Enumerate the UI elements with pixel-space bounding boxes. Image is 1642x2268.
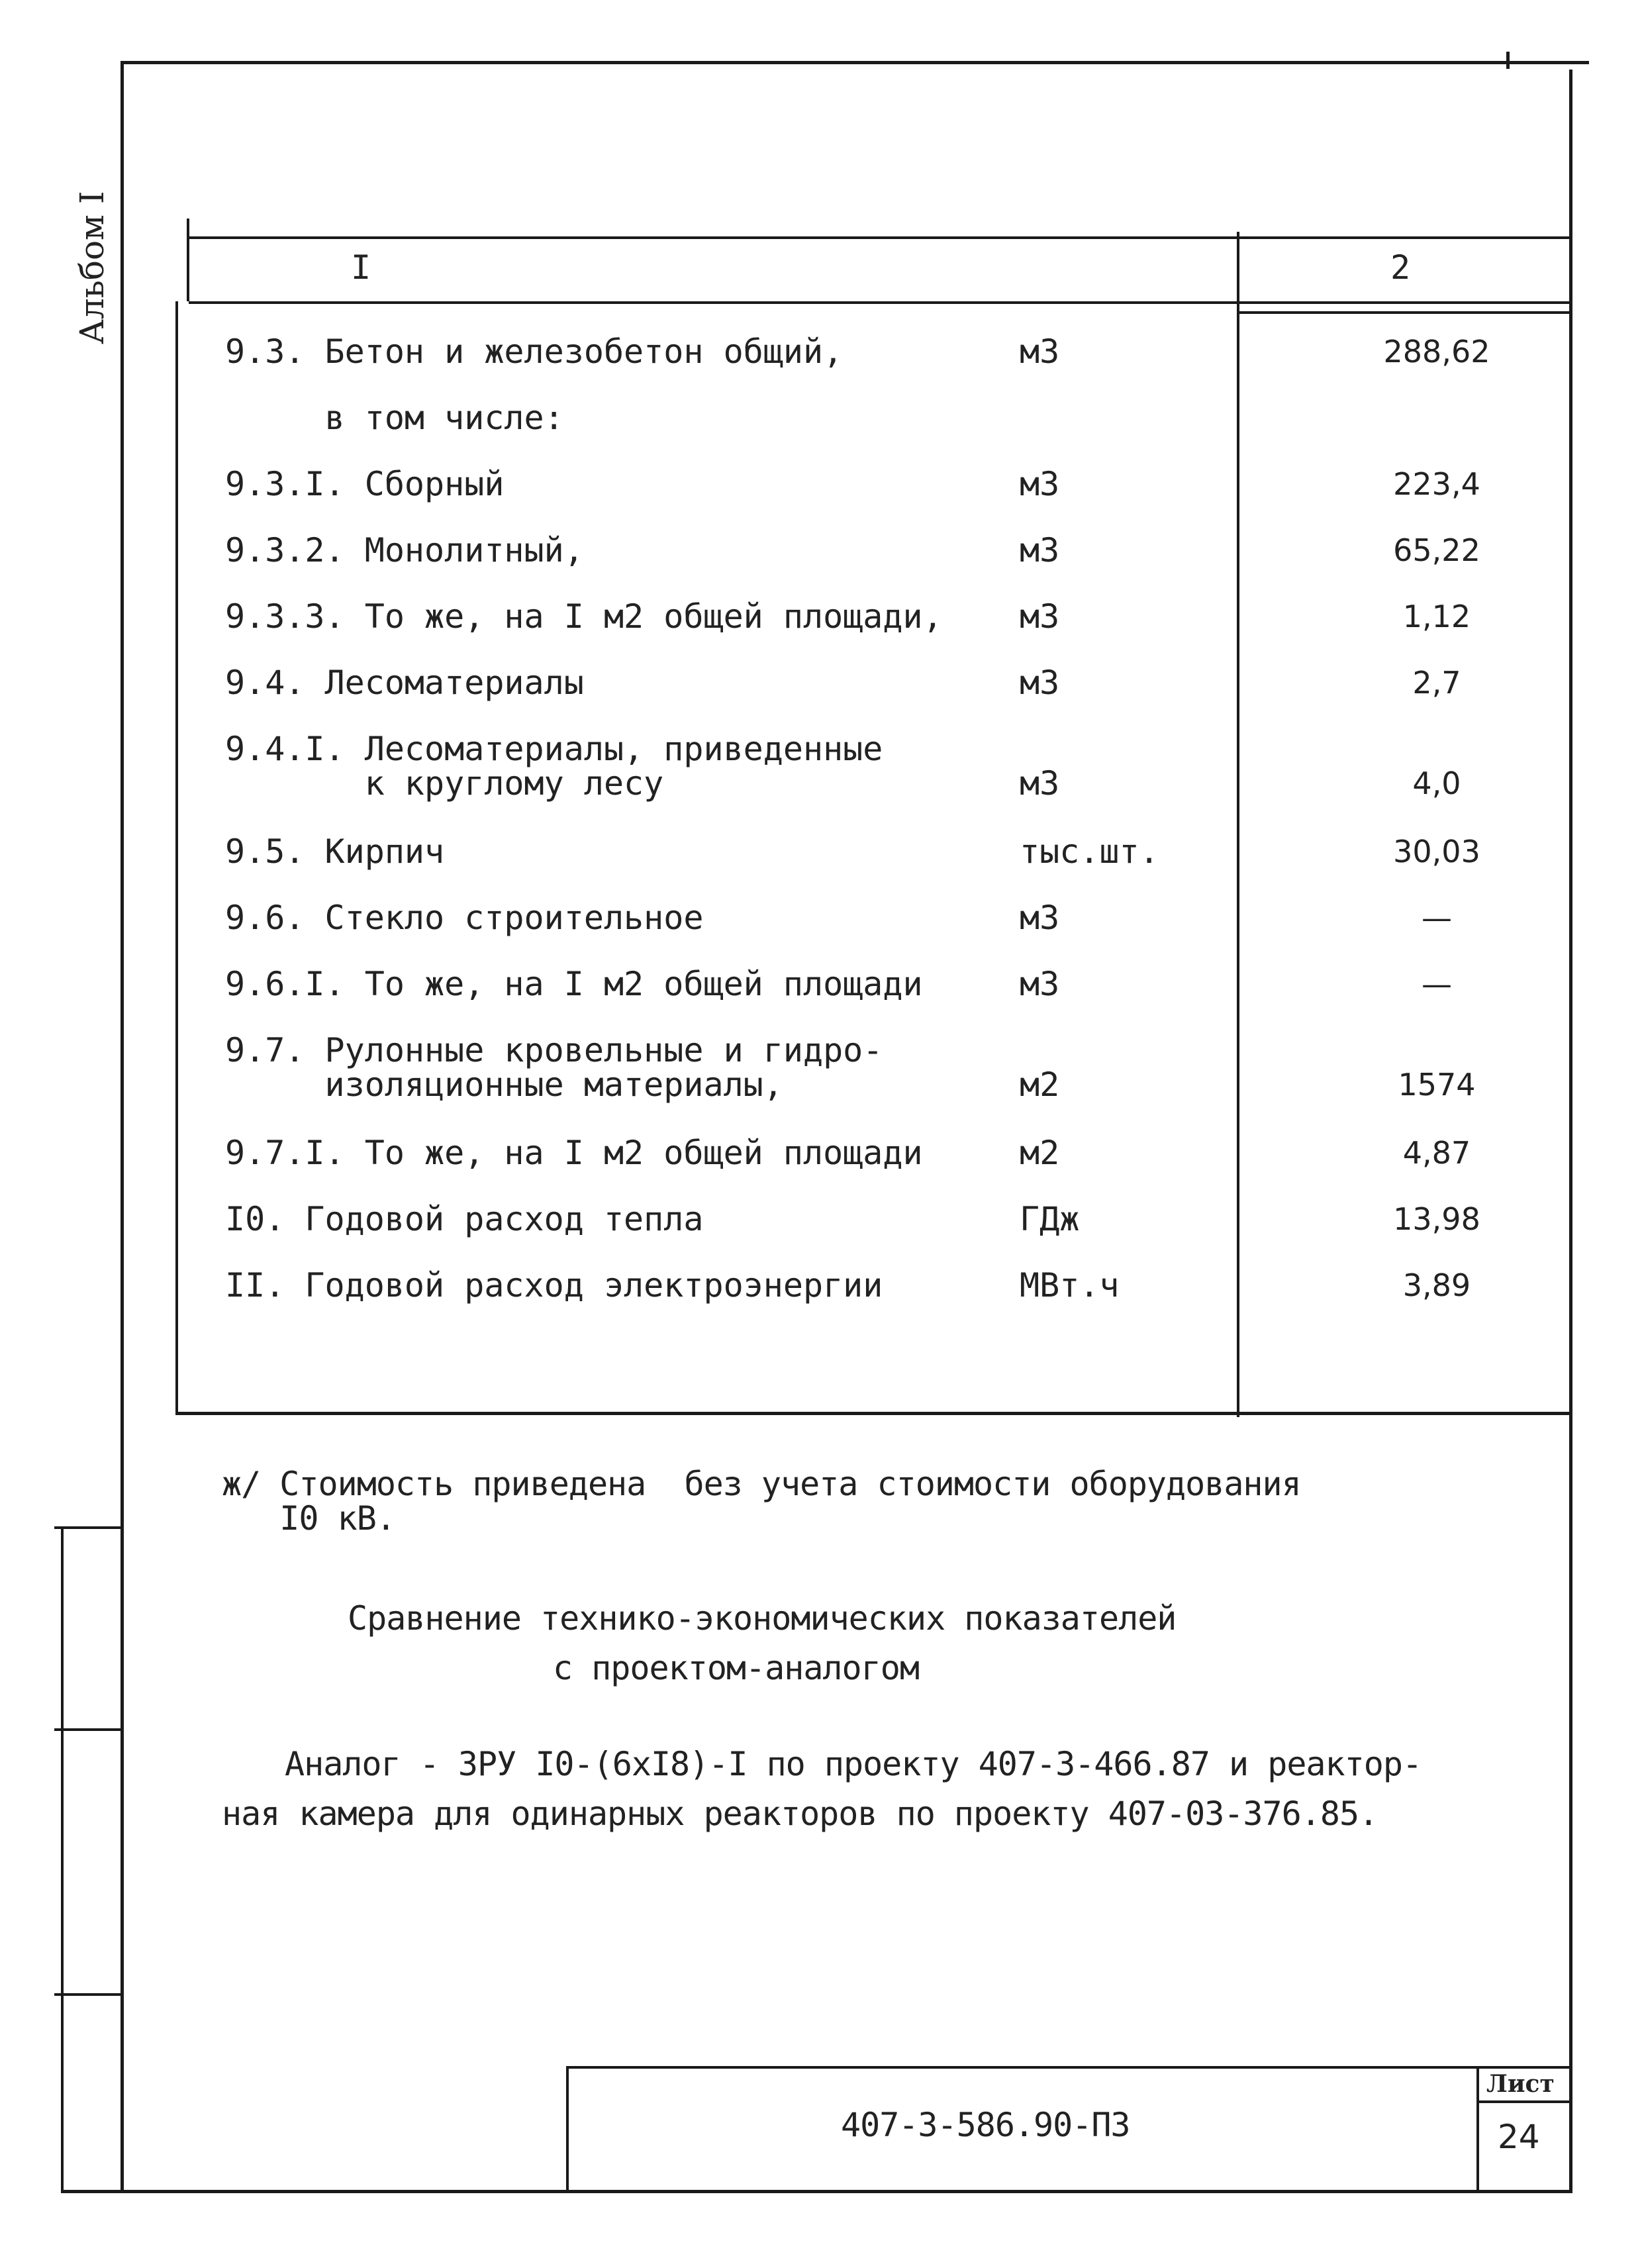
frame-right <box>1569 70 1572 2193</box>
row-value: — <box>1422 900 1452 936</box>
stamp-sheet-divider <box>1476 2066 1479 2192</box>
footnote: ж/ Стоимость приведена без учета стоимости оборудования I0 кВ. <box>222 1465 1301 1538</box>
row-unit: м3 <box>1020 465 1060 503</box>
binding-strip-left <box>61 1526 64 2193</box>
row-unit: м3 <box>1020 531 1060 569</box>
album-label: Альбом I <box>73 191 111 344</box>
row-value: 4,0 <box>1412 765 1461 801</box>
row-value: 1574 <box>1398 1067 1476 1103</box>
frame-top <box>121 61 1589 64</box>
row-value: 65,22 <box>1393 532 1480 568</box>
row-item-text: 9.3.I. Сборный <box>225 465 505 503</box>
row-value: 13,98 <box>1393 1201 1480 1237</box>
analog-paragraph-line2: ная камера для одинарных реакторов по проекту 407-03-376.85. <box>222 1795 1378 1833</box>
sheet-number: 24 <box>1498 2118 1540 2156</box>
row-item-text: I0. Годовой расход тепла <box>225 1200 704 1238</box>
section-title: Сравнение технико-экономических показателей <box>348 1599 1177 1638</box>
row-unit: м2 <box>1020 1065 1060 1104</box>
row-item-text: 9.4.I. Лесоматериалы, приведенные к круглому лесу <box>225 730 883 803</box>
binding-strip-line <box>54 1526 121 1529</box>
table-row <box>225 467 1563 533</box>
table-row <box>225 1268 1563 1334</box>
row-value: 1,12 <box>1402 599 1471 634</box>
table-bottom-line <box>175 1412 1572 1415</box>
row-unit: м3 <box>1020 664 1060 702</box>
row-item-text: 9.5. Кирпич <box>225 832 445 871</box>
row-item-text: II. Годовой расход электроэнергии <box>225 1266 883 1305</box>
table-row <box>225 1136 1563 1202</box>
stamp-left-line <box>566 2066 569 2192</box>
sheet-label: Лист <box>1486 2070 1555 2098</box>
section-subtitle: с проектом-аналогом <box>553 1649 919 1687</box>
row-item-text: 9.3.3. То же, на I м2 общей площади, <box>225 597 943 636</box>
analog-paragraph-line1: Аналог - ЗРУ I0-(6хI8)-I по проекту 407-3-466.87 и реактор- <box>285 1745 1422 1783</box>
table-row <box>225 901 1563 967</box>
table-row <box>225 401 1563 467</box>
column-header-1: I <box>351 248 371 287</box>
table-header-line-right <box>1238 311 1572 314</box>
row-unit: м3 <box>1020 597 1060 636</box>
row-item-text: 9.3.2. Монолитный, <box>225 531 584 569</box>
stamp-top-line <box>566 2066 1572 2069</box>
table-row <box>225 1031 1563 1104</box>
row-unit: м3 <box>1020 764 1060 803</box>
row-item-text: 9.3. Бетон и железобетон общий, <box>225 332 844 371</box>
column-header-2: 2 <box>1390 248 1410 287</box>
row-unit: ГДж <box>1020 1200 1080 1238</box>
row-unit: м3 <box>1020 965 1060 1003</box>
row-value: 288,62 <box>1383 334 1490 370</box>
table-row <box>225 1202 1563 1268</box>
row-unit: МВт.ч <box>1020 1266 1120 1305</box>
row-value: 2,7 <box>1412 665 1461 701</box>
table-row <box>225 666 1563 732</box>
row-item-text: 9.7.I. То же, на I м2 общей площади <box>225 1134 923 1172</box>
stamp-sheet-label-line <box>1476 2100 1572 2103</box>
table-row <box>225 533 1563 599</box>
frame-bottom <box>61 2190 1572 2193</box>
table-top-line <box>189 236 1572 239</box>
frame-left <box>121 61 124 2193</box>
table-row <box>225 334 1563 401</box>
table-header-line <box>189 301 1572 304</box>
table-row <box>225 967 1563 1033</box>
binding-strip-line <box>54 1993 121 1996</box>
row-value: 223,4 <box>1393 466 1480 502</box>
row-item-text: в том числе: <box>225 399 564 437</box>
frame-corner-tick <box>1506 52 1510 69</box>
binding-strip-line <box>54 1728 121 1731</box>
row-value: 3,89 <box>1402 1267 1471 1303</box>
row-item-text: 9.7. Рулонные кровельные и гидро- изоляционные материалы, <box>225 1031 883 1104</box>
row-value: 30,03 <box>1393 834 1480 869</box>
table-left-line <box>187 219 189 301</box>
row-value: — <box>1422 966 1452 1002</box>
row-unit: м3 <box>1020 332 1060 371</box>
row-unit: тыс.шт. <box>1020 832 1159 871</box>
table-row <box>225 730 1563 803</box>
table-left-line-lower <box>175 301 178 1414</box>
table-row <box>225 834 1563 901</box>
row-unit: м3 <box>1020 899 1060 937</box>
row-item-text: 9.6.I. То же, на I м2 общей площади <box>225 965 923 1003</box>
row-item-text: 9.6. Стекло строительное <box>225 899 704 937</box>
row-unit: м2 <box>1020 1134 1060 1172</box>
table-row <box>225 599 1563 666</box>
row-item-text: 9.4. Лесоматериалы <box>225 664 584 702</box>
row-value: 4,87 <box>1402 1135 1471 1171</box>
document-code: 407-3-586.90-ПЗ <box>841 2106 1130 2144</box>
